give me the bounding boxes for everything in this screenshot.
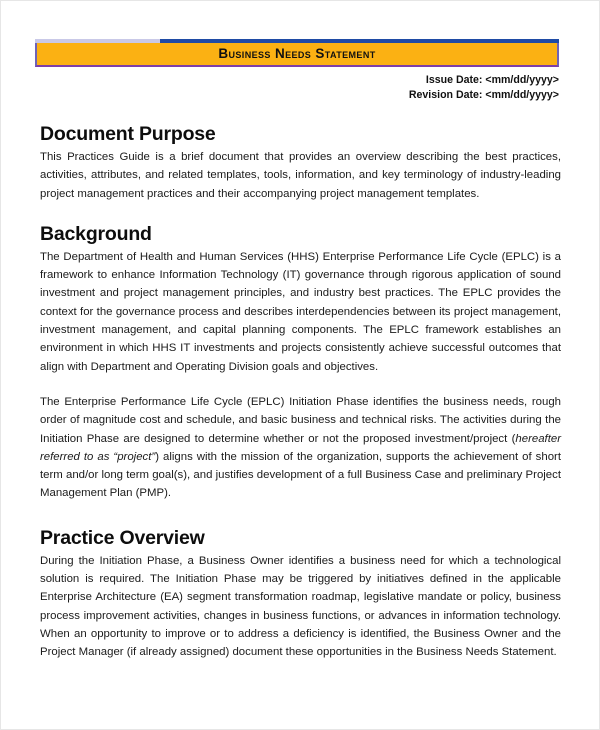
section-spacer bbox=[40, 505, 561, 527]
section-heading-document-purpose: Document Purpose bbox=[40, 123, 216, 145]
document-header bbox=[35, 39, 559, 103]
section-heading-background: Background bbox=[40, 222, 152, 245]
section-paragraph: This Practices Guide is a brief document that provides an overview describing the best practices, activities, attributes, and related templates, tools, information, and key terminology of industry-leading project management practices and their accompanying project management templates. bbox=[40, 151, 561, 200]
header-top-rule bbox=[35, 39, 559, 43]
document-body bbox=[40, 123, 561, 664]
date-block bbox=[35, 73, 559, 103]
section-paragraph: During the Initiation Phase, a Business Owner identifies a business need for which a technological solution is required. The Initiation Phase may be triggered by initiatives defined in the applicable Enterprise Architecture (EA) segment transformation roadmap, legislative mandate or policy, business process improvement activities, changes in business functions, or advances in information technology. When an opportunity to improve or to address a deficiency is identified, the Business Owner and the Project Manager (if already assigned) document these opportunities in the Business Needs Statement. bbox=[40, 554, 561, 659]
paragraph-text-before-italic: The Enterprise Performance Life Cycle (EPLC) Initiation Phase identifies the business needs, rough order of magnitude cost and schedule, and basic business and technical risks. The activities during the Initiation Phase are designed to determine whether or not the proposed investment/project ( bbox=[40, 395, 561, 445]
paragraph-italic-phrase: hereafter referred to as “project” bbox=[40, 432, 561, 463]
section-paragraph-italic-mixed bbox=[40, 393, 561, 503]
revision-date: Revision Date: <mm/dd/yyyy> bbox=[408, 89, 559, 101]
section-heading-practice-overview: Practice Overview bbox=[40, 526, 205, 549]
title-banner bbox=[35, 43, 559, 67]
issue-date: Issue Date: <mm/dd/yyyy> bbox=[425, 74, 559, 86]
page-title: Business Needs Statement bbox=[218, 46, 376, 62]
section-spacer bbox=[40, 205, 561, 223]
section-document-purpose bbox=[40, 123, 561, 203]
paragraph-text-after-italic: ) aligns with the mission of the organization, supports the achievement of short term and/or long term goal(s), and justifies development of a full Business Case and preliminary Project Management Plan (PMP). bbox=[40, 450, 561, 500]
section-practice-overview bbox=[40, 527, 561, 662]
section-background bbox=[40, 223, 561, 503]
section-paragraph: The Department of Health and Human Services (HHS) Enterprise Performance Life Cycle (EPLC) is a framework to enhance Information Technology (IT) governance through rigorous application of sound investment and project management principles, and industry best practices. The EPLC provides the context for the governance process and describes interdependencies between its project management, investment management, and capital planning components. The EPLC framework establishes an environment in which HHS IT investments and projects consistently achieve successful outcomes that align with Department and Operating Division goals and objectives. bbox=[40, 250, 561, 373]
